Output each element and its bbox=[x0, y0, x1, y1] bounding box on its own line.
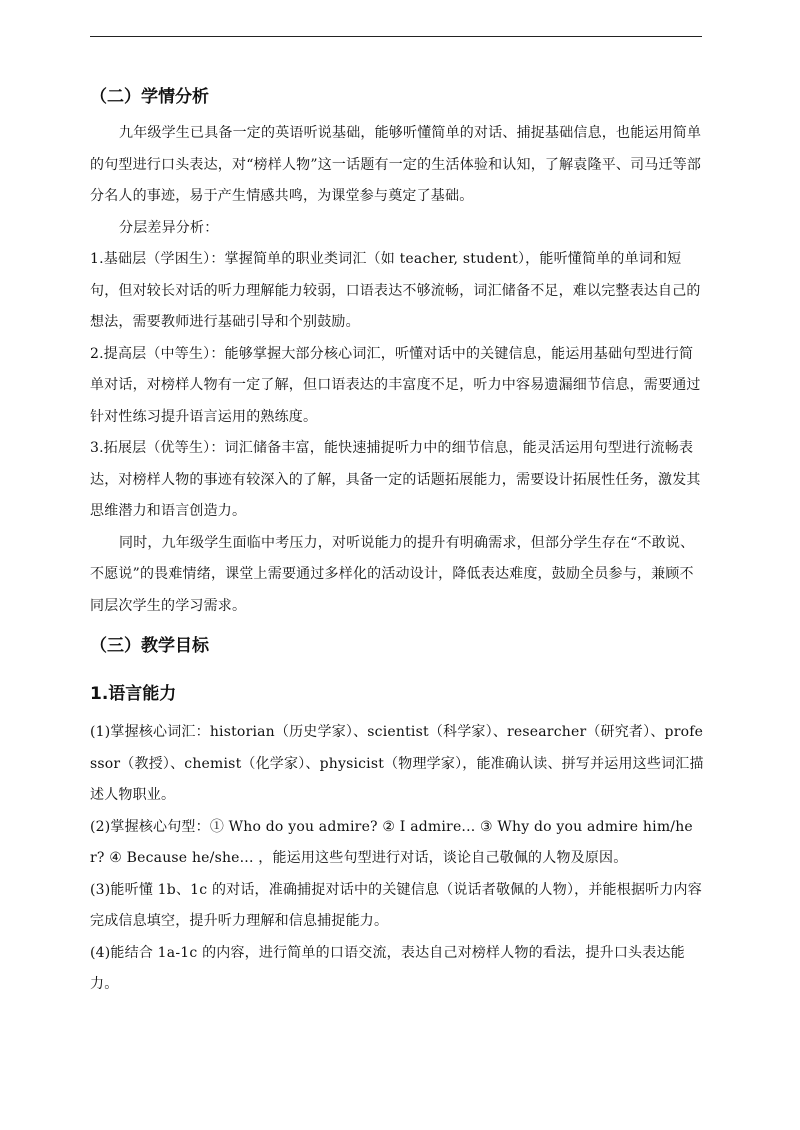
layer-advanced-paragraph: 3.拓展层（优等生）：词汇储备丰富，能快速捕捉听力中的细节信息，能灵活运用句型进行流畅表达，对榜样人物的事迹有较深入的了解，具备一定的话题拓展能力，需要设计拓展性任务，激发其思维潜力和语言创造力。 bbox=[90, 440, 701, 519]
goal-item-listening: (3)能听懂 1b、1c 的对话，准确捕捉对话中的关键信息（说话者敬佩的人物），并能根据听力内容完成信息填空，提升听力理解和信息捕捉能力。 bbox=[90, 881, 702, 929]
document-body bbox=[90, 82, 705, 1001]
layer-analysis-heading: 分层差异分析： bbox=[119, 219, 219, 236]
goal-item-vocabulary: (1)掌握核心词汇：historian（历史学家）、scientist（科学家）、researcher（研究者）、professor（教授）、chemist（化学家）、physicist（物理学家），能准确认读、拼写并运用这些词汇描述人物职业。 bbox=[90, 724, 704, 803]
section-title-teaching-goals: （三）教学目标 bbox=[90, 636, 209, 656]
section-title-learner-analysis: （二）学情分析 bbox=[90, 87, 209, 107]
header-rule bbox=[90, 36, 702, 37]
layer-intermediate-paragraph: 2.提高层（中等生）：能够掌握大部分核心词汇，听懂对话中的关键信息，能运用基础句型进行简单对话，对榜样人物有一定了解，但口语表达的丰富度不足，听力中容易遗漏细节信息，需要通过针对性练习提升语言运用的熟练度。 bbox=[90, 345, 701, 425]
goal-item-speaking: (4)能结合 1a-1c 的内容，进行简单的口语交流，表达自己对榜样人物的看法，提升口头表达能力。 bbox=[90, 944, 685, 992]
learner-closing-paragraph: 同时，九年级学生面临中考压力，对听说能力的提升有明确需求，但部分学生存在“不敢说、不愿说”的畏难情绪，课堂上需要通过多样化的活动设计，降低表达难度，鼓励全员参与，兼顾不同层次学生的学习需求。 bbox=[90, 534, 695, 614]
learner-intro-paragraph: 九年级学生已具备一定的英语听说基础，能够听懂简单的对话、捕捉基础信息，也能运用简单的句型进行口头表达，对“榜样人物”这一话题有一定的生活体验和认知，了解袁隆平、司马迁等部分名人的事迹，易于产生情感共鸣，为课堂参与奠定了基础。 bbox=[90, 125, 702, 204]
layer-basic-paragraph: 1.基础层（学困生）：掌握简单的职业类词汇（如 teacher, student），能听懂简单的单词和短句，但对较长对话的听力理解能力较弱，口语表达不够流畅，词汇储备不足，难以完整表达自己的想法，需要教师进行基础引导和个别鼓励。 bbox=[90, 251, 701, 330]
goal-item-sentence-patterns: (2)掌握核心句型：① Who do you admire? ② I admire... ③ Why do you admire him/her? ④ Because he/she... ，能运用这些句型进行对话，谈论自己敬佩的人物及原因。 bbox=[90, 818, 693, 866]
subsection-title-language-ability: 1.语言能力 bbox=[90, 684, 177, 704]
